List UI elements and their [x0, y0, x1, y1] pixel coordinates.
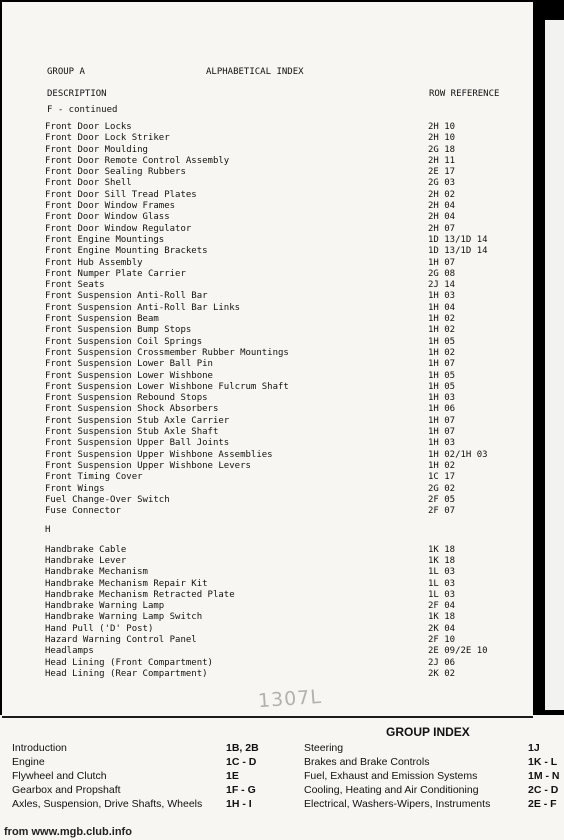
row-description: Front Door Lock Striker	[45, 133, 170, 144]
index-table	[45, 122, 515, 680]
row-description: Front Suspension Anti-Roll Bar	[45, 291, 208, 302]
row-reference: 2H 04	[428, 212, 456, 223]
table-row	[45, 484, 515, 495]
table-row	[45, 258, 515, 269]
row-description: Front Suspension Stub Axle Carrier	[45, 415, 230, 426]
row-reference: 1H 06	[428, 404, 456, 415]
table-row	[45, 235, 515, 246]
group-index-left-column	[12, 741, 286, 811]
table-row	[45, 167, 515, 178]
row-reference: 2H 11	[428, 155, 456, 166]
row-description: Front Suspension Beam	[45, 314, 159, 325]
row-reference: 1H 02	[428, 325, 456, 336]
table-row	[45, 122, 515, 133]
group-index-item	[304, 797, 562, 811]
row-description: Front Timing Cover	[45, 472, 143, 483]
table-row	[45, 495, 515, 506]
table-row	[45, 517, 515, 525]
row-description: Front Suspension Stub Axle Shaft	[45, 427, 219, 438]
row-description: Front Suspension Rebound Stops	[45, 393, 208, 404]
row-reference: 1K 18	[428, 544, 456, 555]
table-row	[45, 156, 515, 167]
row-description: Handbrake Lever	[45, 555, 127, 566]
row-reference: 2H 02	[428, 189, 456, 200]
group-index-label: Cooling, Heating and Air Conditioning	[304, 784, 479, 796]
row-reference: 2J 06	[428, 657, 456, 668]
group-index-item	[12, 797, 286, 811]
row-description: Front Wings	[45, 483, 105, 494]
table-row	[45, 337, 515, 348]
row-description: Front Suspension Shock Absorbers	[45, 404, 219, 415]
group-index-item	[12, 741, 286, 755]
group-index-title: GROUP INDEX	[386, 725, 470, 739]
table-row	[45, 382, 515, 393]
row-reference: 1K 18	[428, 555, 456, 566]
table-row	[45, 438, 515, 449]
row-reference: 2K 02	[428, 668, 456, 679]
row-description: Front Suspension Bump Stops	[45, 325, 192, 336]
table-row	[45, 669, 515, 680]
table-row	[45, 201, 515, 212]
table-row	[45, 567, 515, 578]
group-index-code: 1M - N	[528, 770, 560, 782]
group-index-item	[304, 783, 562, 797]
row-description: Handbrake Mechanism Retracted Plate	[45, 589, 235, 600]
row-reference: 2G 18	[428, 144, 456, 155]
row-description: Front Door Moulding	[45, 144, 148, 155]
table-row	[45, 427, 515, 438]
table-row	[45, 450, 515, 461]
row-reference: 1C 17	[428, 472, 456, 483]
row-description: Front Suspension Lower Wishbone	[45, 370, 213, 381]
group-index-code: 2E - F	[528, 798, 557, 810]
table-row	[45, 393, 515, 404]
table-row	[45, 246, 515, 257]
row-description: Front Door Window Frames	[45, 201, 176, 212]
row-reference: 1L 03	[428, 578, 456, 589]
table-row	[45, 635, 515, 646]
table-row	[45, 472, 515, 483]
row-description: Front Door Locks	[45, 122, 132, 132]
group-index-label: Introduction	[12, 742, 67, 754]
table-row	[45, 224, 515, 235]
table-row	[45, 190, 515, 201]
row-description: Front Suspension Coil Springs	[45, 336, 203, 347]
group-index-right-column	[304, 741, 562, 811]
row-reference: 1H 04	[428, 302, 456, 313]
row-description: Front Door Sealing Rubbers	[45, 167, 186, 178]
group-index-code: 2C - D	[528, 784, 559, 796]
row-reference: 1K 18	[428, 612, 456, 623]
row-reference: 1H 07	[428, 359, 456, 370]
description-column-header: DESCRIPTION	[47, 89, 107, 99]
group-index-code: 1H - I	[226, 798, 252, 810]
row-description: Handbrake Cable	[45, 544, 127, 555]
row-description: Front Door Shell	[45, 178, 132, 189]
row-reference: 2H 04	[428, 201, 456, 212]
row-description	[45, 517, 428, 525]
next-page-edge	[545, 20, 564, 710]
group-index-label: Electrical, Washers-Wipers, Instruments	[304, 798, 491, 810]
row-description: Handbrake Warning Lamp Switch	[45, 612, 203, 623]
row-description: Handbrake Mechanism	[45, 567, 148, 578]
row-description: Head Lining (Rear Compartment)	[45, 668, 208, 679]
table-row	[45, 590, 515, 601]
table-row	[45, 348, 515, 359]
section-note: F - continued	[47, 105, 118, 115]
row-reference: 1L 03	[428, 567, 456, 578]
row-description: Front Suspension Upper Wishbone Levers	[45, 460, 251, 471]
row-reference: 2F 07	[428, 506, 456, 517]
group-index-divider	[2, 716, 533, 718]
group-index-code: 1B, 2B	[226, 742, 259, 754]
row-description: Front Suspension Crossmember Rubber Mountings	[45, 347, 289, 358]
row-reference: 1H 03	[428, 438, 456, 449]
table-row	[45, 325, 515, 336]
row-description: Front Numper Plate Carrier	[45, 268, 186, 279]
table-row	[45, 178, 515, 189]
group-index-label: Gearbox and Propshaft	[12, 784, 121, 796]
row-reference: 1D 13/1D 14	[428, 246, 488, 257]
table-row	[45, 359, 515, 370]
row-description: Fuel Change-Over Switch	[45, 494, 170, 505]
pencil-stamp: 1307L	[257, 685, 323, 713]
table-row	[45, 133, 515, 144]
table-row	[45, 291, 515, 302]
row-description: Handbrake Warning Lamp	[45, 601, 165, 612]
row-reference: 1H 03	[428, 291, 456, 302]
row-reference: 1H 05	[428, 370, 456, 381]
row-reference: 1H 07	[428, 257, 456, 268]
row-reference: 1H 07	[428, 427, 456, 438]
row-description: Front Hub Assembly	[45, 257, 143, 268]
row-description: Front Engine Mountings	[45, 234, 165, 245]
row-description: Front Door Sill Tread Plates	[45, 189, 197, 200]
row-reference: 2G 03	[428, 178, 456, 189]
row-description: H	[45, 525, 51, 536]
table-row	[45, 601, 515, 612]
row-reference: 1D 13/1D 14	[428, 234, 488, 245]
row-reference: 2K 04	[428, 623, 456, 634]
table-row	[45, 646, 515, 657]
row-description: Front Suspension Upper Ball Joints	[45, 438, 230, 449]
group-index-code: 1E	[226, 770, 239, 782]
group-index-item	[12, 755, 286, 769]
group-index-label: Fuel, Exhaust and Emission Systems	[304, 770, 478, 782]
group-index-code: 1C - D	[226, 756, 257, 768]
table-row	[45, 314, 515, 325]
group-index-label: Engine	[12, 756, 45, 768]
group-label: GROUP A	[47, 67, 85, 77]
group-index-item	[304, 755, 562, 769]
row-description: Headlamps	[45, 646, 94, 657]
page-title: ALPHABETICAL INDEX	[206, 67, 304, 77]
row-reference: 2H 10	[428, 133, 456, 144]
row-reference: 2G 08	[428, 268, 456, 279]
group-index-code: 1J	[528, 742, 540, 754]
table-row	[45, 658, 515, 669]
row-reference: 1H 02	[428, 314, 456, 325]
row-reference: 2J 14	[428, 280, 456, 291]
row-description: Front Door Window Glass	[45, 212, 170, 223]
group-index-code: 1F - G	[226, 784, 256, 796]
table-row	[45, 624, 515, 635]
row-reference: 1H 05	[428, 336, 456, 347]
row-reference: 1H 02/1H 03	[428, 449, 488, 460]
row-reference: 1H 05	[428, 381, 456, 392]
group-index-label: Axles, Suspension, Drive Shafts, Wheels	[12, 798, 203, 810]
table-row	[45, 269, 515, 280]
row-reference: 2H 07	[428, 223, 456, 234]
row-description: Front Door Remote Control Assembly	[45, 155, 230, 166]
group-index-item	[12, 769, 286, 783]
row-description: Handbrake Mechanism Repair Kit	[45, 578, 208, 589]
table-row	[45, 280, 515, 291]
row-description: Front Suspension Lower Ball Pin	[45, 359, 213, 370]
row-description: Fuse Connector	[45, 506, 121, 517]
row-description: Front Seats	[45, 280, 105, 291]
row-reference: 1H 02	[428, 347, 456, 358]
row-reference: 2F 10	[428, 635, 456, 646]
table-row	[45, 461, 515, 472]
group-index-item	[304, 769, 562, 783]
group-index-item	[304, 741, 562, 755]
row-description	[45, 537, 428, 545]
table-row	[45, 545, 515, 556]
table-row	[45, 579, 515, 590]
row-reference: 2E 09/2E 10	[428, 646, 488, 657]
row-description: Front Suspension Lower Wishbone Fulcrum Shaft	[45, 381, 289, 392]
table-row	[45, 404, 515, 415]
row-reference: 2F 04	[428, 601, 456, 612]
row-reference: 2H 10	[428, 122, 456, 132]
row-reference: 2G 02	[428, 483, 456, 494]
table-row	[45, 525, 515, 536]
row-description: Front Suspension Upper Wishbone Assemblies	[45, 449, 273, 460]
row-reference: 1H 03	[428, 393, 456, 404]
row-description: Hazard Warning Control Panel	[45, 635, 197, 646]
group-index-item	[12, 783, 286, 797]
group-index-label: Steering	[304, 742, 344, 754]
table-row	[45, 303, 515, 314]
table-row	[45, 371, 515, 382]
row-description: Front Engine Mounting Brackets	[45, 246, 208, 257]
row-description: Front Suspension Anti-Roll Bar Links	[45, 302, 241, 313]
row-reference-column-header: ROW REFERENCE	[429, 89, 500, 99]
group-index-label: Flywheel and Clutch	[12, 770, 107, 782]
row-reference: 1H 02	[428, 460, 456, 471]
table-row	[45, 416, 515, 427]
table-row	[45, 556, 515, 567]
row-description: Front Door Window Regulator	[45, 223, 192, 234]
table-row	[45, 212, 515, 223]
group-index-code: 1K - L	[528, 756, 558, 768]
table-row	[45, 612, 515, 623]
table-row	[45, 145, 515, 156]
footer-source: from www.mgb.club.info	[4, 826, 132, 838]
row-reference: 1H 07	[428, 415, 456, 426]
table-row	[45, 506, 515, 517]
row-reference: 2F 05	[428, 494, 456, 505]
row-description: Head Lining (Front Compartment)	[45, 657, 213, 668]
group-index-label: Brakes and Brake Controls	[304, 756, 430, 768]
row-reference: 1L 03	[428, 589, 456, 600]
table-row	[45, 537, 515, 545]
row-description: Hand Pull ('D' Post)	[45, 623, 154, 634]
row-reference: 2E 17	[428, 167, 456, 178]
